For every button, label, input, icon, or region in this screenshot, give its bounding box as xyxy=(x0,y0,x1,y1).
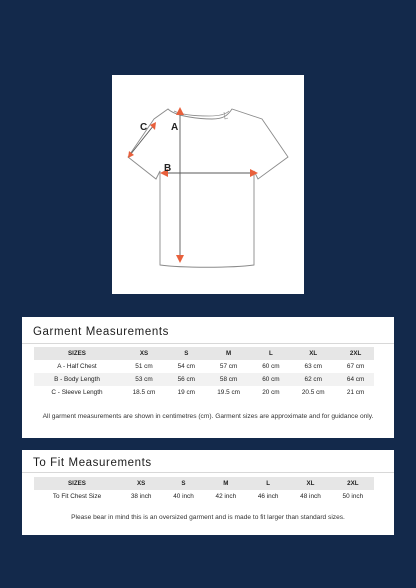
table-cell: 48 inch xyxy=(289,490,331,503)
header-m: M xyxy=(205,477,247,490)
table-cell: 60 cm xyxy=(253,373,290,386)
divider xyxy=(22,472,394,473)
header-sizes: SIZES xyxy=(34,347,120,360)
fit-measurements-table xyxy=(34,477,374,503)
fit-measurements-panel xyxy=(22,450,394,535)
table-cell: 62 cm xyxy=(289,373,337,386)
header-l: L xyxy=(253,347,290,360)
table-cell: 21 cm xyxy=(337,386,374,399)
fit-measurements-title: To Fit Measurements xyxy=(33,457,152,469)
table-cell: 58 cm xyxy=(205,373,253,386)
header-xs: XS xyxy=(120,347,168,360)
table-row xyxy=(34,490,374,503)
table-header-row xyxy=(34,477,374,490)
row-label: To Fit Chest Size xyxy=(34,490,120,503)
table-cell: 53 cm xyxy=(120,373,168,386)
header-xs: XS xyxy=(120,477,162,490)
garment-measurements-table xyxy=(34,347,374,399)
header-m: M xyxy=(205,347,253,360)
table-row xyxy=(34,373,374,386)
table-cell: 63 cm xyxy=(289,360,337,373)
garment-measurements-title: Garment Measurements xyxy=(33,326,169,338)
divider xyxy=(22,343,394,344)
table-cell: 56 cm xyxy=(168,373,205,386)
table-header-row xyxy=(34,347,374,360)
header-xl: XL xyxy=(289,347,337,360)
fit-measurements-note: Please bear in mind this is an oversized garment and is made to fit larger than standard sizes. xyxy=(71,514,345,521)
table-cell: 67 cm xyxy=(337,360,374,373)
arrow-a-top xyxy=(176,107,184,115)
table-cell: 60 cm xyxy=(253,360,290,373)
table-row xyxy=(34,360,374,373)
row-label: A - Half Chest xyxy=(34,360,120,373)
label-c: C xyxy=(140,122,148,133)
label-a: A xyxy=(171,122,179,133)
header-l: L xyxy=(247,477,289,490)
table-cell: 19 cm xyxy=(168,386,205,399)
row-label: C - Sleeve Length xyxy=(34,386,120,399)
table-cell: 18.5 cm xyxy=(120,386,168,399)
table-cell: 40 inch xyxy=(162,490,204,503)
header-xl: XL xyxy=(289,477,331,490)
tshirt-diagram xyxy=(112,75,304,294)
table-cell: 54 cm xyxy=(168,360,205,373)
table-cell: 19.5 cm xyxy=(205,386,253,399)
header-2xl: 2XL xyxy=(332,477,374,490)
header-s: S xyxy=(162,477,204,490)
table-cell: 42 inch xyxy=(205,490,247,503)
table-cell: 51 cm xyxy=(120,360,168,373)
table-cell: 20 cm xyxy=(253,386,290,399)
tshirt-diagram-card xyxy=(112,75,304,294)
row-label: B - Body Length xyxy=(34,373,120,386)
label-b: B xyxy=(164,163,172,174)
header-2xl: 2XL xyxy=(337,347,374,360)
table-cell: 50 inch xyxy=(332,490,374,503)
tshirt-outline xyxy=(128,109,288,267)
table-cell: 46 inch xyxy=(247,490,289,503)
header-s: S xyxy=(168,347,205,360)
table-cell: 64 cm xyxy=(337,373,374,386)
header-sizes: SIZES xyxy=(34,477,120,490)
garment-measurements-panel xyxy=(22,317,394,438)
table-cell: 57 cm xyxy=(205,360,253,373)
table-row xyxy=(34,386,374,399)
table-cell: 38 inch xyxy=(120,490,162,503)
garment-measurements-note: All garment measurements are shown in centimetres (cm). Garment sizes are approximate and for guidance only. xyxy=(42,413,374,420)
table-cell: 20.5 cm xyxy=(289,386,337,399)
